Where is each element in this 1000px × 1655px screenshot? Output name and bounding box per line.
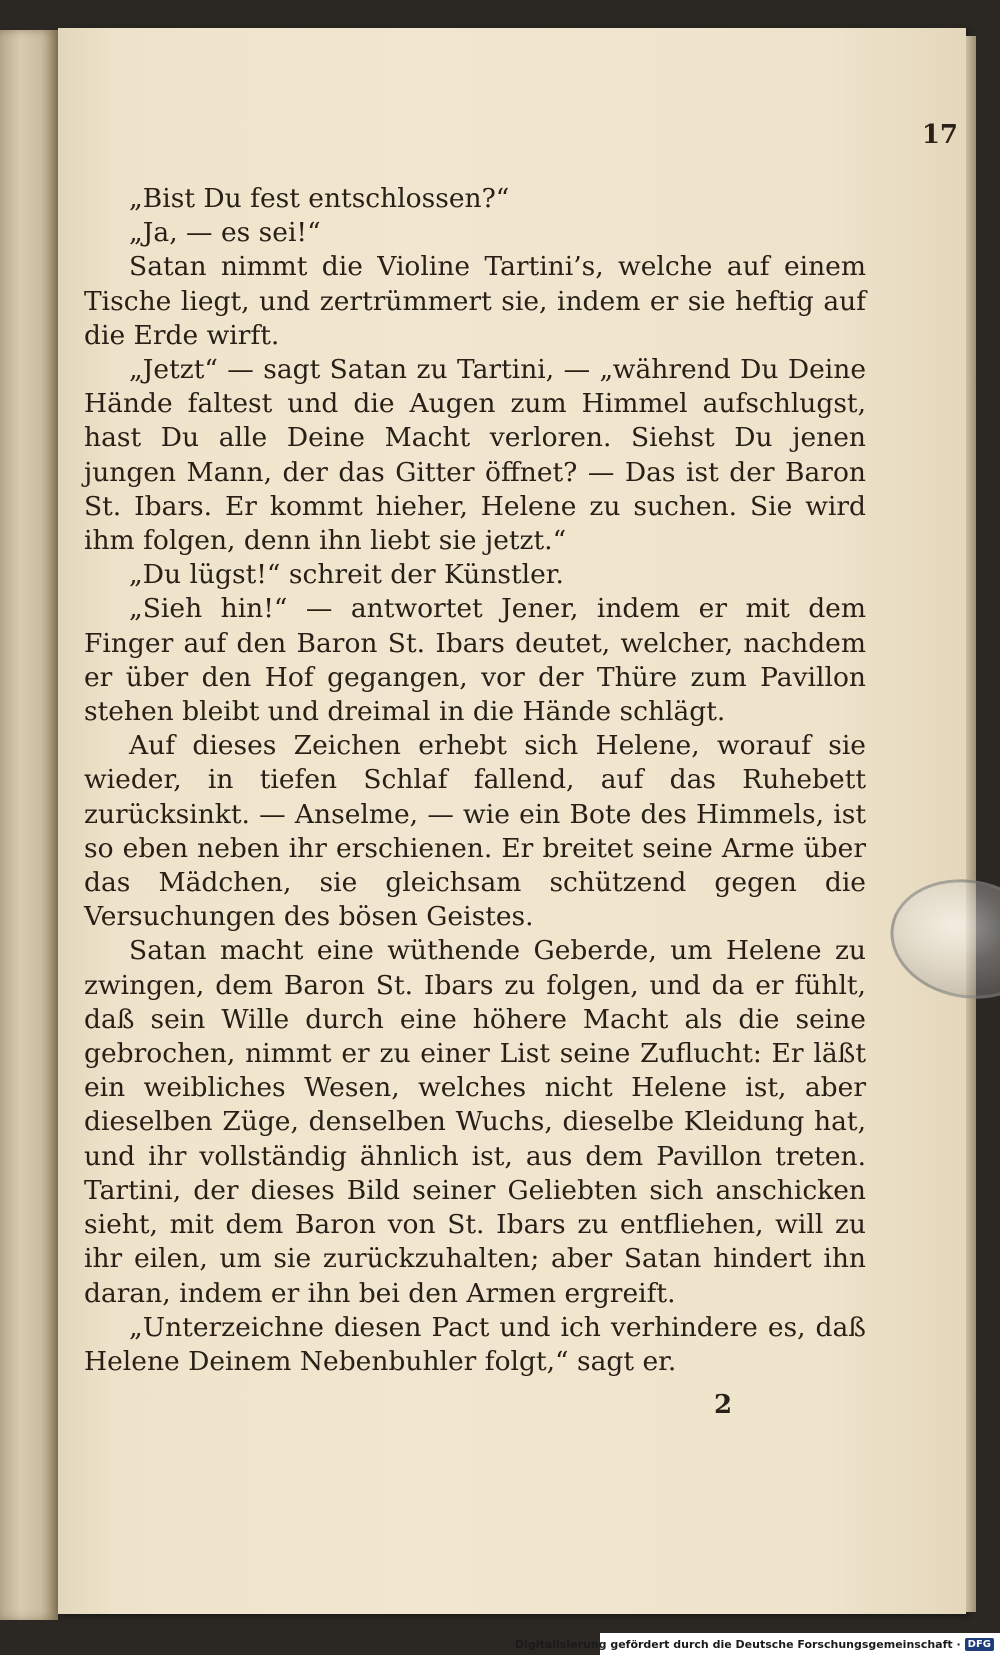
signature-mark: 2 (714, 1390, 733, 1420)
paragraph: „Jetzt“ — sagt Satan zu Tartini, — „während Du Deine Hände faltest und die Augen zum Himmel aufschlugst, hast Du alle Deine Macht verloren. Siehst Du jenen jungen Mann, der das Gitter öffnet? — Das ist der Baron St. Ibars. Er kommt hieher, Helene zu suchen. Sie wird ihm folgen, denn ihn liebt sie jetzt.“ (84, 354, 866, 557)
paragraph: „Ja, — es sei!“ (129, 217, 321, 249)
page-right-edge (966, 36, 976, 1612)
paragraph: Satan macht eine wüthende Geberde, um Helene zu zwingen, dem Baron St. Ibars zu folgen, und da er fühlt, daß sein Wille durch eine höhere Macht als die seine gebrochen, nimmt er zu einer List seine Zuflucht: Er läßt ein weibliches Wesen, welches nicht Helene ist, aber dieselben Züge, denselben Wuchs, dieselbe Kleidung hat, und ihr vollständig ähnlich ist, aus dem Pavillon treten. Tartini, der dieses Bild seiner Geliebten sich anschicken sieht, mit dem Baron von St. Ibars zu entfliehen, will zu ihr eilen, um sie zurückzuhalten; aber Satan hindert ihn daran, indem er ihn bei den Armen ergreift. (84, 935, 866, 1309)
credit-text: Digitalisierung gefördert durch die Deutsche Forschungsgemeinschaft · (514, 1637, 961, 1651)
dfg-logo-icon: DFG (965, 1638, 994, 1651)
paragraph: „Unterzeichne diesen Pact und ich verhindere es, daß Helene Deinem Nebenbuhler folgt,“ sagt er. (84, 1311, 866, 1377)
paragraph: Satan nimmt die Violine Tartini’s, welche auf einem Tische liegt, und zertrümmert sie, indem er sie heftig auf die Erde wirft. (84, 251, 866, 351)
paragraph: „Du lügst!“ schreit der Künstler. (129, 559, 564, 591)
left-page-edge (0, 30, 58, 1620)
paragraph: „Sieh hin!“ — antwortet Jener, indem er mit dem Finger auf den Baron St. Ibars deutet, welcher, nachdem er über den Hof gegangen, vor der Thüre zum Pavillon stehen bleibt und dreimal in die Hände schlägt. (84, 593, 866, 728)
digitization-credit-bar (514, 1633, 1000, 1655)
paragraph: „Bist Du fest entschlossen?“ (129, 183, 510, 214)
page-number: 17 (921, 120, 958, 150)
body-text (84, 182, 866, 1379)
paragraph: Auf dieses Zeichen erhebt sich Helene, worauf sie wieder, in tiefen Schlaf fallend, auf das Ruhebett zurücksinkt. — Anselme, — wie ein Bote des Himmels, ist so eben neben ihr erschienen. Er breitet seine Arme über das Mädchen, sie gleichsam schützend gegen die Versuchungen des bösen Geistes. (84, 730, 866, 933)
